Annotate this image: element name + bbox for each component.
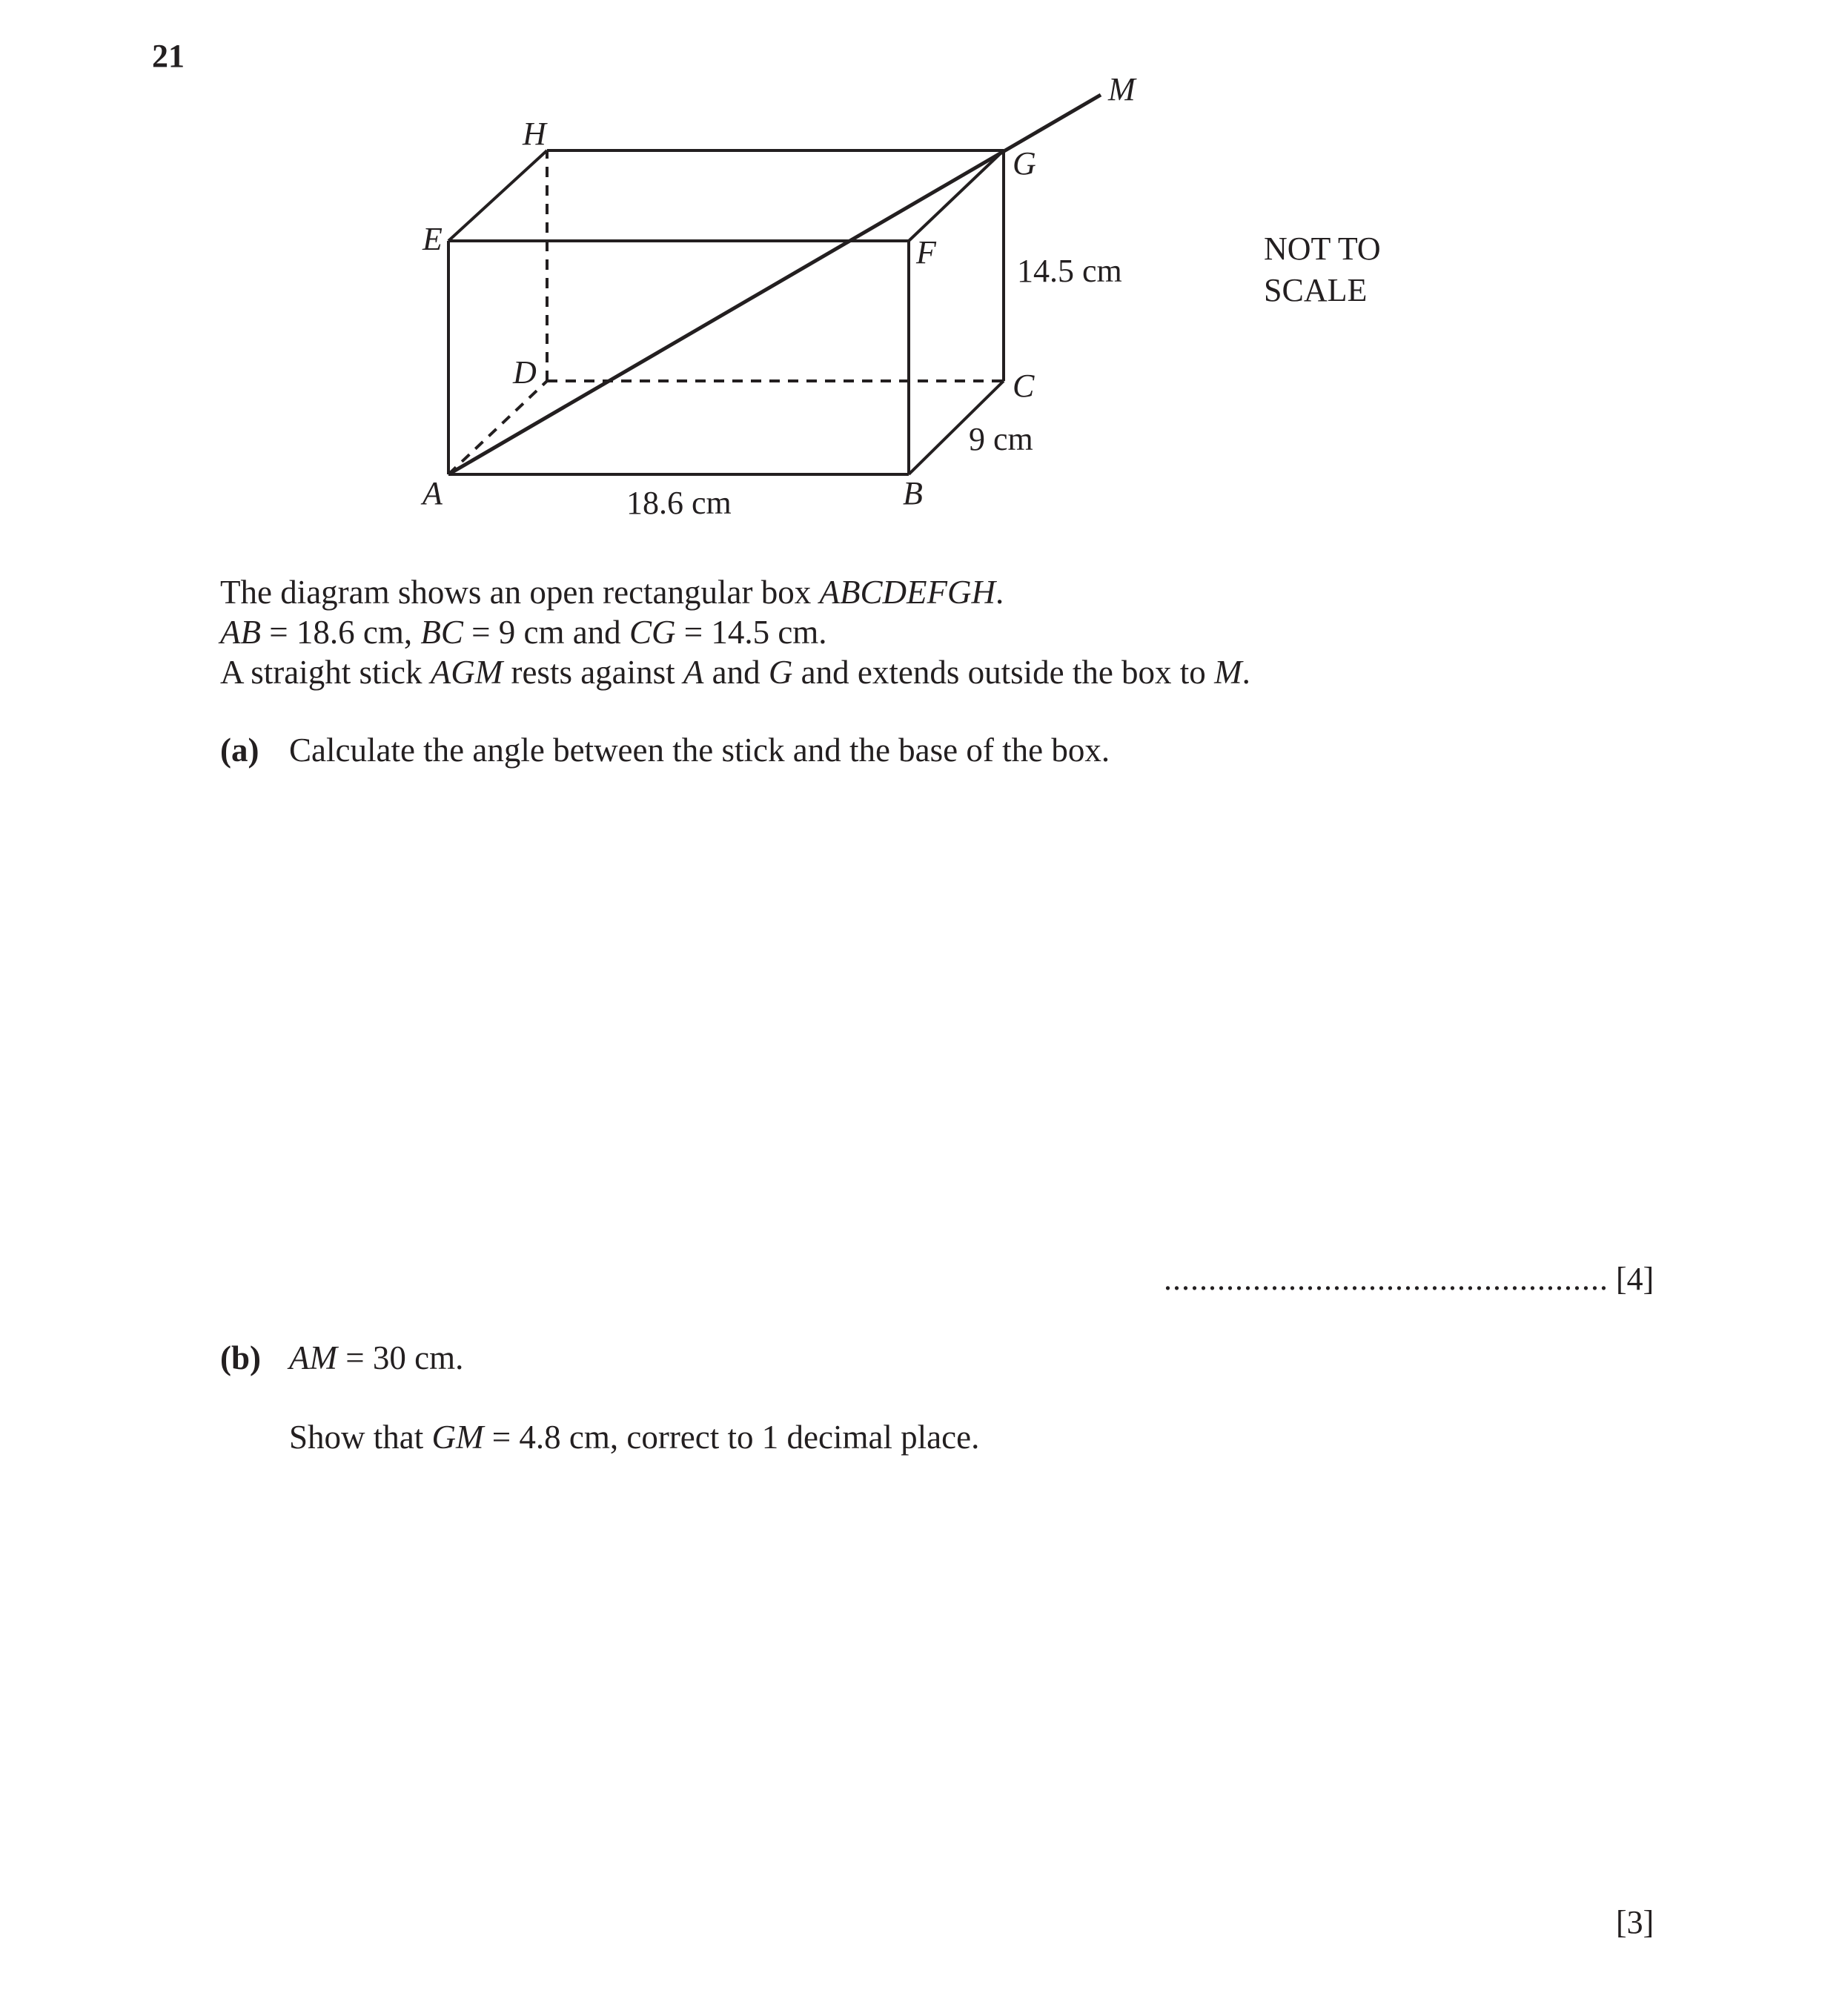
label-M: M — [1108, 71, 1136, 107]
label-C: C — [1013, 368, 1035, 404]
question-number: 21 — [152, 38, 185, 74]
label-B: B — [903, 475, 923, 511]
box-diagram — [0, 0, 1839, 563]
label-H: H — [523, 116, 546, 152]
label-A: A — [423, 475, 443, 511]
label-G: G — [1013, 145, 1036, 182]
part-b-question: Show that GM = 4.8 cm, correct to 1 decimal place. — [289, 1419, 980, 1456]
intro-paragraph — [220, 572, 1250, 692]
box-name: ABCDEFGH — [819, 574, 995, 611]
measure-AB: 18.6 cm — [626, 485, 732, 521]
part-a-label: (a) — [220, 732, 259, 769]
label-F: F — [916, 234, 936, 271]
label-D: D — [513, 354, 537, 391]
intro-line-3: A straight stick AGM rests against A and G and extends outside the box to M. — [220, 654, 1250, 691]
measure-BC: 9 cm — [969, 421, 1033, 457]
marks-b: [3] — [1616, 1904, 1654, 1940]
marks-a: [4] — [1616, 1261, 1654, 1297]
not-to-scale-line2: SCALE — [1264, 272, 1368, 308]
label-E: E — [423, 221, 443, 257]
part-b-label: (b) — [220, 1339, 261, 1376]
not-to-scale-line1: NOT TO — [1264, 231, 1381, 267]
intro-line-1: The diagram shows an open rectangular box ABCDEFGH. — [220, 574, 1004, 611]
part-b-given: AM = 30 cm. — [289, 1339, 464, 1376]
measure-CG: 14.5 cm — [1017, 253, 1122, 289]
edge-FG — [909, 150, 1004, 241]
intro-line-2: AB = 18.6 cm, BC = 9 cm and CG = 14.5 cm. — [220, 614, 827, 651]
part-a-question: Calculate the angle between the stick and the base of the box. — [289, 732, 1110, 769]
edge-EH — [448, 150, 547, 241]
answer-line-a[interactable]: .................................................. — [1164, 1261, 1608, 1297]
